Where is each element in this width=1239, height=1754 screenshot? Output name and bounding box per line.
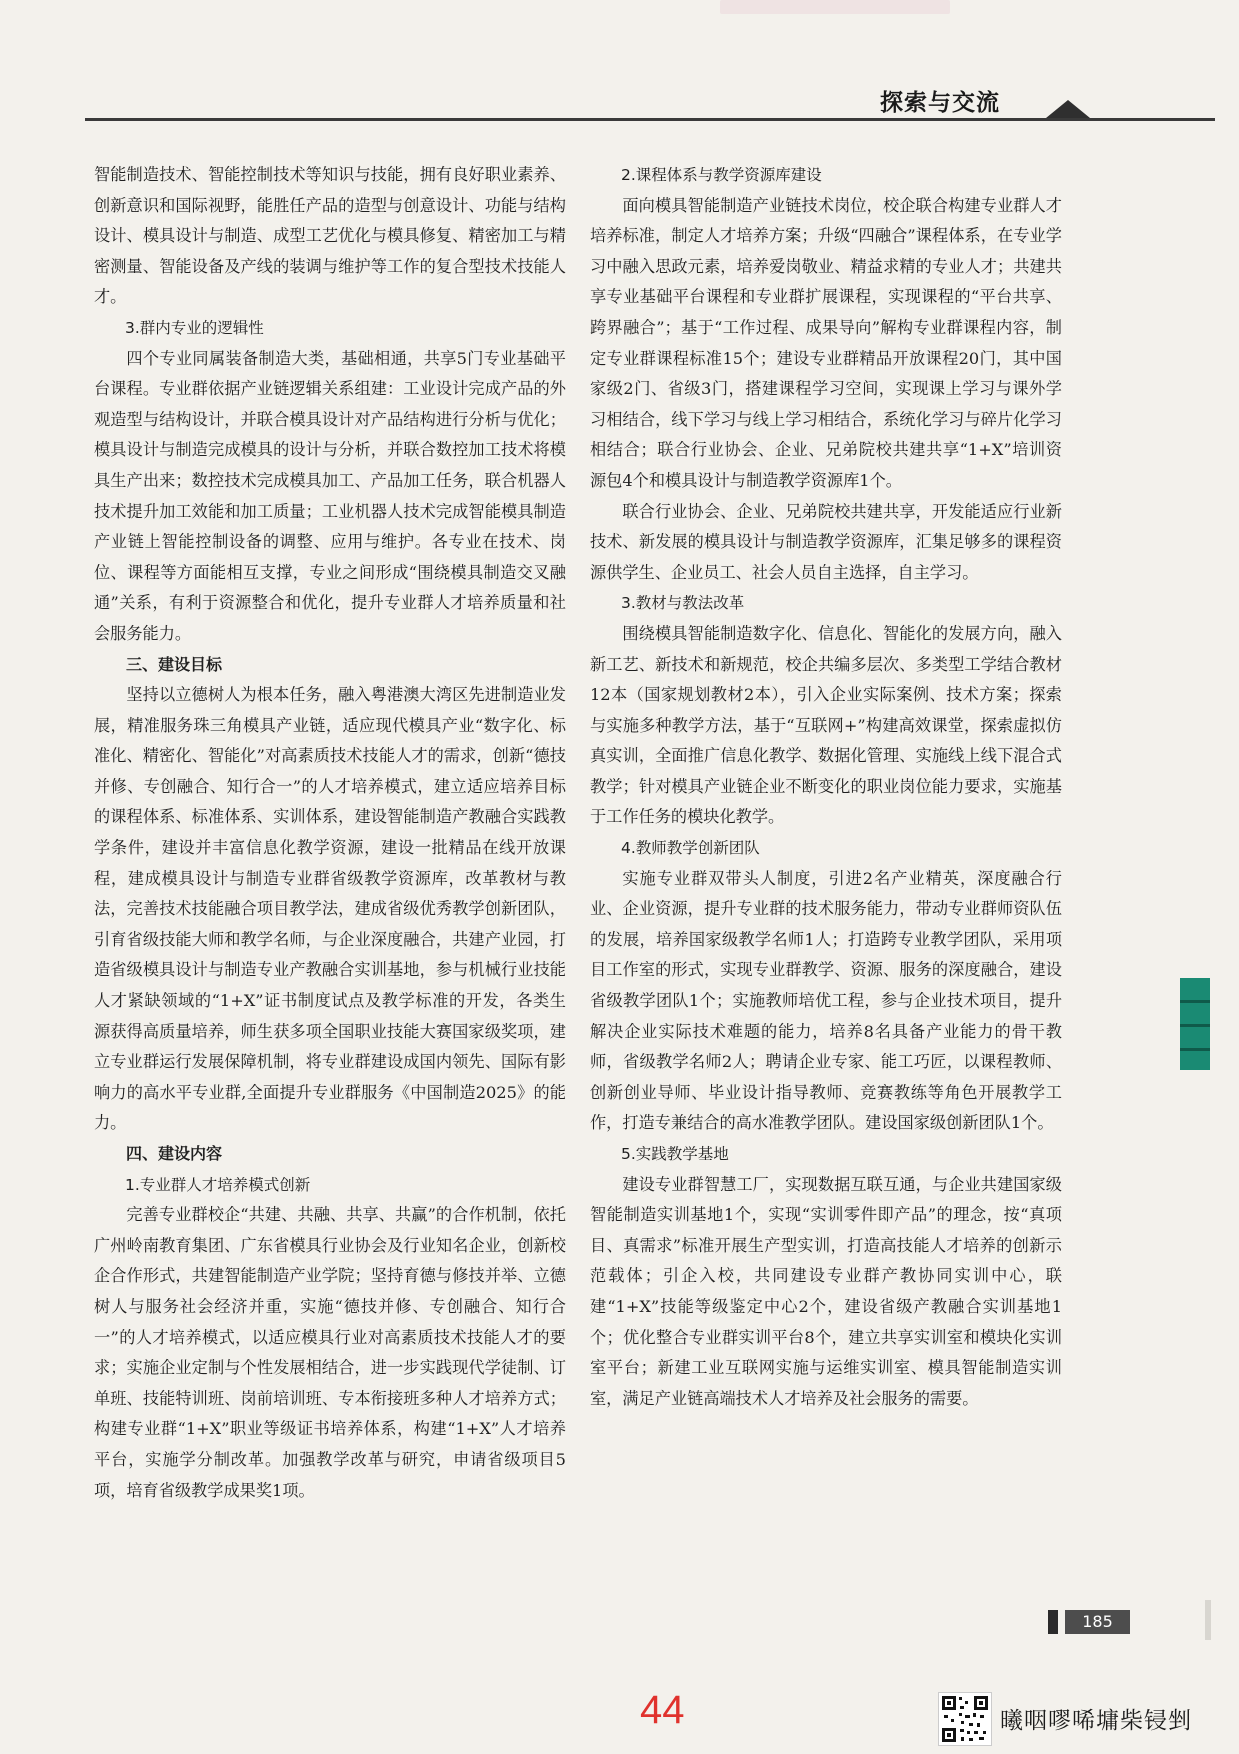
side-tab-stripe: [1180, 1048, 1210, 1051]
subheading: 3.教材与教法改革: [621, 594, 745, 613]
left-column: [94, 160, 566, 1506]
paragraph: 联合行业协会、企业、兄弟院校共建共享，开发能适应行业新技术、新发展的模具设计与制造教学资源库，汇集足够多的课程资源供学生、企业员工、社会人员自主选择，自主学习。: [590, 501, 1062, 582]
section-heading: 三、建设目标: [126, 654, 223, 674]
subheading: 4.教师教学创新团队: [621, 839, 760, 858]
subheading: 5.实践教学基地: [621, 1145, 729, 1163]
side-tab-stripe: [1180, 1024, 1210, 1027]
side-tab-marker: [1180, 978, 1210, 1070]
folio-number: 44: [640, 1688, 685, 1732]
paragraph: 面向模具智能制造产业链技术岗位，校企联合构建专业群人才培养标准，制定人才培养方案；升级“四融合”课程体系，在专业学习中融入思政元素，培养爱岗敬业、精益求精的专业人才；共建共享专业基础平台课程和专业群扩展课程，实现课程的“平台共享、跨界融合”；基于“工作过程、成果导向”解构专业群课程内容，制定专业群课程标准15个；建设专业群精品开放课程20门，其中国家级2门、省级3门，搭建课程学习空间，实现课上学习与课外学习相结合，线下学习与线上学习相结合，系统化学习与碎片化学习相结合；联合行业协会、企业、兄弟院校共建共享“1+X”培训资源包4个和模具设计与制造教学资源库1个。: [590, 195, 1062, 490]
paragraph: 四个专业同属装备制造大类，基础相通，共享5门专业基础平台课程。专业群依据产业链逻辑关系组建：工业设计完成产品的外观造型与结构设计，并联合模具设计对产品结构进行分析与优化；模具设计与制造完成模具的设计与分析，并联合数控加工技术将模具生产出来；数控技术完成模具加工、产品加工任务，联合机器人技术提升加工效能和加工质量；工业机器人技术完成智能模具制造产业链上智能控制设备的调整、应用与维护。各专业在技术、岗位、课程等方面能相互支撑，专业之间形成“围绕模具制造交叉融通”关系，有利于资源整合和优化，提升专业群人才培养质量和社会服务能力。: [94, 348, 566, 643]
paragraph: 完善专业群校企“共建、共融、共享、共赢”的合作机制，依托广州岭南教育集团、广东省模具行业协会及行业知名企业，创新校企合作形式，共建智能制造产业学院；坚持育德与修技并举、立德树人与服务社会经济并重，实施“德技并修、专创融合、知行合一”的人才培养模式，以适应模具行业对高素质技术技能人才的要求；实施企业定制与个性发展相结合，进一步实践现代学徒制、订单班、技能特训班、岗前培训班、专本衔接班多种人才培养方式；构建专业群“1+X”职业等级证书培养体系，构建“1+X”人才培养平台，实施学分制改革。加强教学改革与研究，申请省级项目5项，培育省级教学成果奖1项。: [94, 1205, 566, 1500]
paragraph: 实施专业群双带头人制度，引进2名产业精英，深度融合行业、企业资源，提升专业群的技术服务能力，带动专业群师资队伍的发展，培养国家级教学名师1人；打造跨专业教学团队，采用项目工作室的形式，实现专业群教学、资源、服务的深度融合，建设省级教学团队1个；实施教师培优工程，参与企业技术项目，提升解决企业实际技术难题的能力，培养8名具备产业能力的骨干教师，省级教学名师2人；聘请企业专家、能工巧匠，以课程教师、创新创业导师、毕业设计指导教师、竞赛教练等角色开展教学工作，打造专兼结合的高水准教学团队。建设国家级创新团队1个。: [590, 868, 1062, 1133]
top-margin: [0, 0, 1239, 70]
paragraph: 智能制造技术、智能控制技术等知识与技能，拥有良好职业素养、创新意识和国际视野，能胜任产品的造型与创意设计、功能与结构设计、模具设计与制造、成型工艺优化与模具修复、精密加工与精密测量、智能设备及产线的装调与维护等工作的复合型技术技能人才。: [94, 165, 566, 307]
side-tab-stripe: [1180, 1000, 1210, 1003]
page-number-mark: [1048, 1610, 1058, 1634]
header-rule: [85, 118, 1215, 121]
section-heading: 四、建设内容: [126, 1144, 223, 1163]
page-edge: [1205, 1600, 1211, 1640]
header-triangle-icon: [1046, 100, 1090, 118]
paragraph: 围绕模具智能制造数字化、信息化、智能化的发展方向，融入新工艺、新技术和新规范，校企共编多层次、多类型工学结合教材12本（国家规划教材2本），引入企业实际案例、技术方案；探索与实施多种教学方法，基于“互联网+”构建高效课堂，探索虚拟仿真实训，全面推广信息化教学、数据化管理、实施线上线下混合式教学；针对模具产业链企业不断变化的职业岗位能力要求，实施基于工作任务的模块化教学。: [590, 623, 1062, 827]
top-smudge: [720, 0, 950, 14]
subheading: 1.专业群人才培养模式创新: [125, 1175, 311, 1194]
qr-code-icon: [938, 1692, 992, 1746]
paragraph: 坚持以立德树人为根本任务，融入粤港澳大湾区先进制造业发展，精准服务珠三角模具产业链，适应现代模具产业“数字化、标准化、精密化、智能化”对高素质技术技能人才的需求，创新“德技并修、专创融合、知行合一”的人才培养模式，建立适应培养目标的课程体系、标准体系、实训体系，建设智能制造产教融合实践教学条件，建设并丰富信息化教学资源，建设一批精品在线开放课程，建成模具设计与制造专业群省级教学资源库，改革教材与教法，完善技术技能融合项目教学法，建成省级优秀教学创新团队，引育省级技能大师和教学名师，与企业深度融合，共建产业园，打造省级模具设计与制造专业产教融合实训基地，参与机械行业技能人才紧缺领域的“1+X”证书制度试点及教学标准的开发，各类生源获得高质量培养，师生获多项全国职业技能大赛国家级奖项，建立专业群运行发展保障机制，将专业群建设成国内领先、国际有影响力的高水平专业群,全面提升专业群服务《中国制造2025》的能力。: [94, 685, 566, 1133]
subheading: 3.群内专业的逻辑性: [125, 318, 264, 337]
right-column: [590, 160, 1062, 1414]
paragraph: 建设专业群智慧工厂，实现数据互联互通，与企业共建国家级智能制造实训基地1个，实现“实训零件即产品”的理念，按“真项目、真需求”标准开展生产型实训，打造高技能人才培养的创新示范载体；引企入校，共同建设专业群产教协同实训中心，联建“1+X”技能等级鉴定中心2个，建设省级产教融合实训基地1个；优化整合专业群实训平台8个，建立共享实训室和模块化实训室平台；新建工业互联网实施与运维实训室、模具智能制造实训室，满足产业链高端技术人才培养及社会服务的需要。: [590, 1174, 1062, 1408]
page-number: 185: [1082, 1612, 1113, 1631]
section-title: 探索与交流: [880, 90, 1000, 116]
watermark-text: 曦咽嘐唏墉柴锓剉: [1000, 1708, 1192, 1734]
subheading: 2.课程体系与教学资源库建设: [621, 166, 822, 184]
